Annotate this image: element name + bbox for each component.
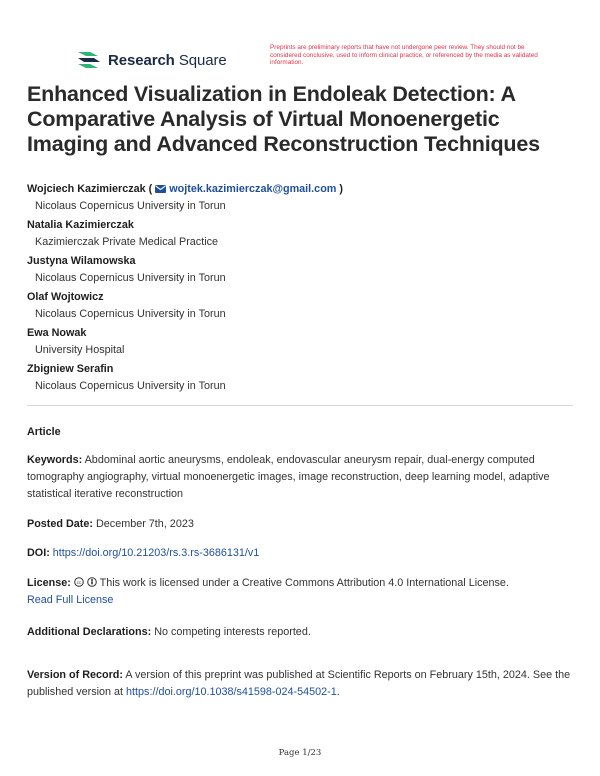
posted-date-section — [27, 516, 577, 533]
version-text: A version of this preprint was published at Scientific Reports on February 15th, 2024. See the published version at — [27, 669, 571, 698]
keywords-text: Abdominal aortic aneurysms, endoleak, endovascular aneurysm repair, dual-energy computed tomography angiography, virtual monoenergetic images, image reconstruction, deep learning model, adaptive statistical iterative reconstruction — [27, 454, 550, 500]
posted-date-label: Posted Date: — [27, 518, 93, 530]
svg-text:cc: cc — [76, 581, 82, 586]
keywords-label: Keywords: — [27, 454, 83, 466]
author-affiliation: Kazimierczak Private Medical Practice — [35, 236, 219, 248]
research-square-logo-icon — [76, 48, 102, 72]
logo-text-rest: Square — [178, 51, 227, 69]
keywords-section — [27, 452, 577, 503]
article-type: Article — [27, 426, 61, 438]
license-text: This work is licensed under a Creative Commons Attribution 4.0 International License. — [99, 577, 509, 589]
author-affiliation: Nicolaus Copernicus University in Torun — [35, 308, 226, 320]
author-name: Natalia Kazimierczak — [27, 219, 134, 231]
article-type-section — [27, 424, 577, 441]
author-name: Wojciech Kazimierczak ( wojtek.kazimierczak@gmail.com ) — [27, 183, 343, 195]
doi-section — [27, 545, 577, 562]
preprint-disclaimer: Preprints are preliminary reports that have not undergone peer review. They should not be considered conclusive, used to inform clinical practice, or referenced by the media as validated information. — [270, 44, 538, 67]
doi-label: DOI: — [27, 547, 50, 559]
author-email-link[interactable]: wojtek.kazimierczak@gmail.com — [169, 183, 337, 195]
license-section — [27, 575, 577, 609]
declarations-value: No competing interests reported. — [154, 626, 311, 638]
research-square-logo[interactable] — [76, 48, 227, 72]
declarations-label: Additional Declarations: — [27, 626, 152, 638]
logo-text-bold: Research — [108, 51, 175, 69]
author-affiliation: University Hospital — [35, 344, 125, 356]
author-name: Zbigniew Serafin — [27, 363, 114, 375]
envelope-icon — [155, 185, 166, 193]
author-name: Olaf Wojtowicz — [27, 291, 104, 303]
author-name-text: Wojciech Kazimierczak — [27, 183, 146, 195]
declarations-section — [27, 624, 577, 641]
author-affiliation: Nicolaus Copernicus University in Torun — [35, 200, 226, 212]
version-label: Version of Record: — [27, 669, 123, 681]
author-affiliation: Nicolaus Copernicus University in Torun — [35, 380, 226, 392]
author-list — [27, 180, 587, 396]
posted-date-value: December 7th, 2023 — [96, 518, 194, 530]
author-name: Justyna Wilamowska — [27, 255, 136, 267]
cc-icon — [74, 577, 84, 587]
page-header — [76, 46, 536, 76]
attribution-icon — [87, 577, 97, 587]
version-suffix: . — [336, 686, 340, 698]
published-version-link[interactable]: https://doi.org/10.1038/s41598-024-54502-1 — [126, 686, 337, 698]
license-label: License: — [27, 577, 71, 589]
logo-text — [108, 52, 227, 69]
doi-link[interactable]: https://doi.org/10.21203/rs.3.rs-3686131/v1 — [52, 547, 260, 559]
author-name: Ewa Nowak — [27, 327, 87, 339]
read-full-license-link[interactable]: Read Full License — [27, 594, 114, 606]
page-number: Page 1/23 — [278, 748, 322, 758]
version-of-record-section — [27, 667, 577, 701]
divider — [27, 405, 573, 406]
paper-title: Enhanced Visualization in Endoleak Detection: A Comparative Analysis of Virtual Monoenergetic Imaging and Advanced Reconstruction Techniques — [27, 82, 540, 156]
author-affiliation: Nicolaus Copernicus University in Torun — [35, 272, 226, 284]
